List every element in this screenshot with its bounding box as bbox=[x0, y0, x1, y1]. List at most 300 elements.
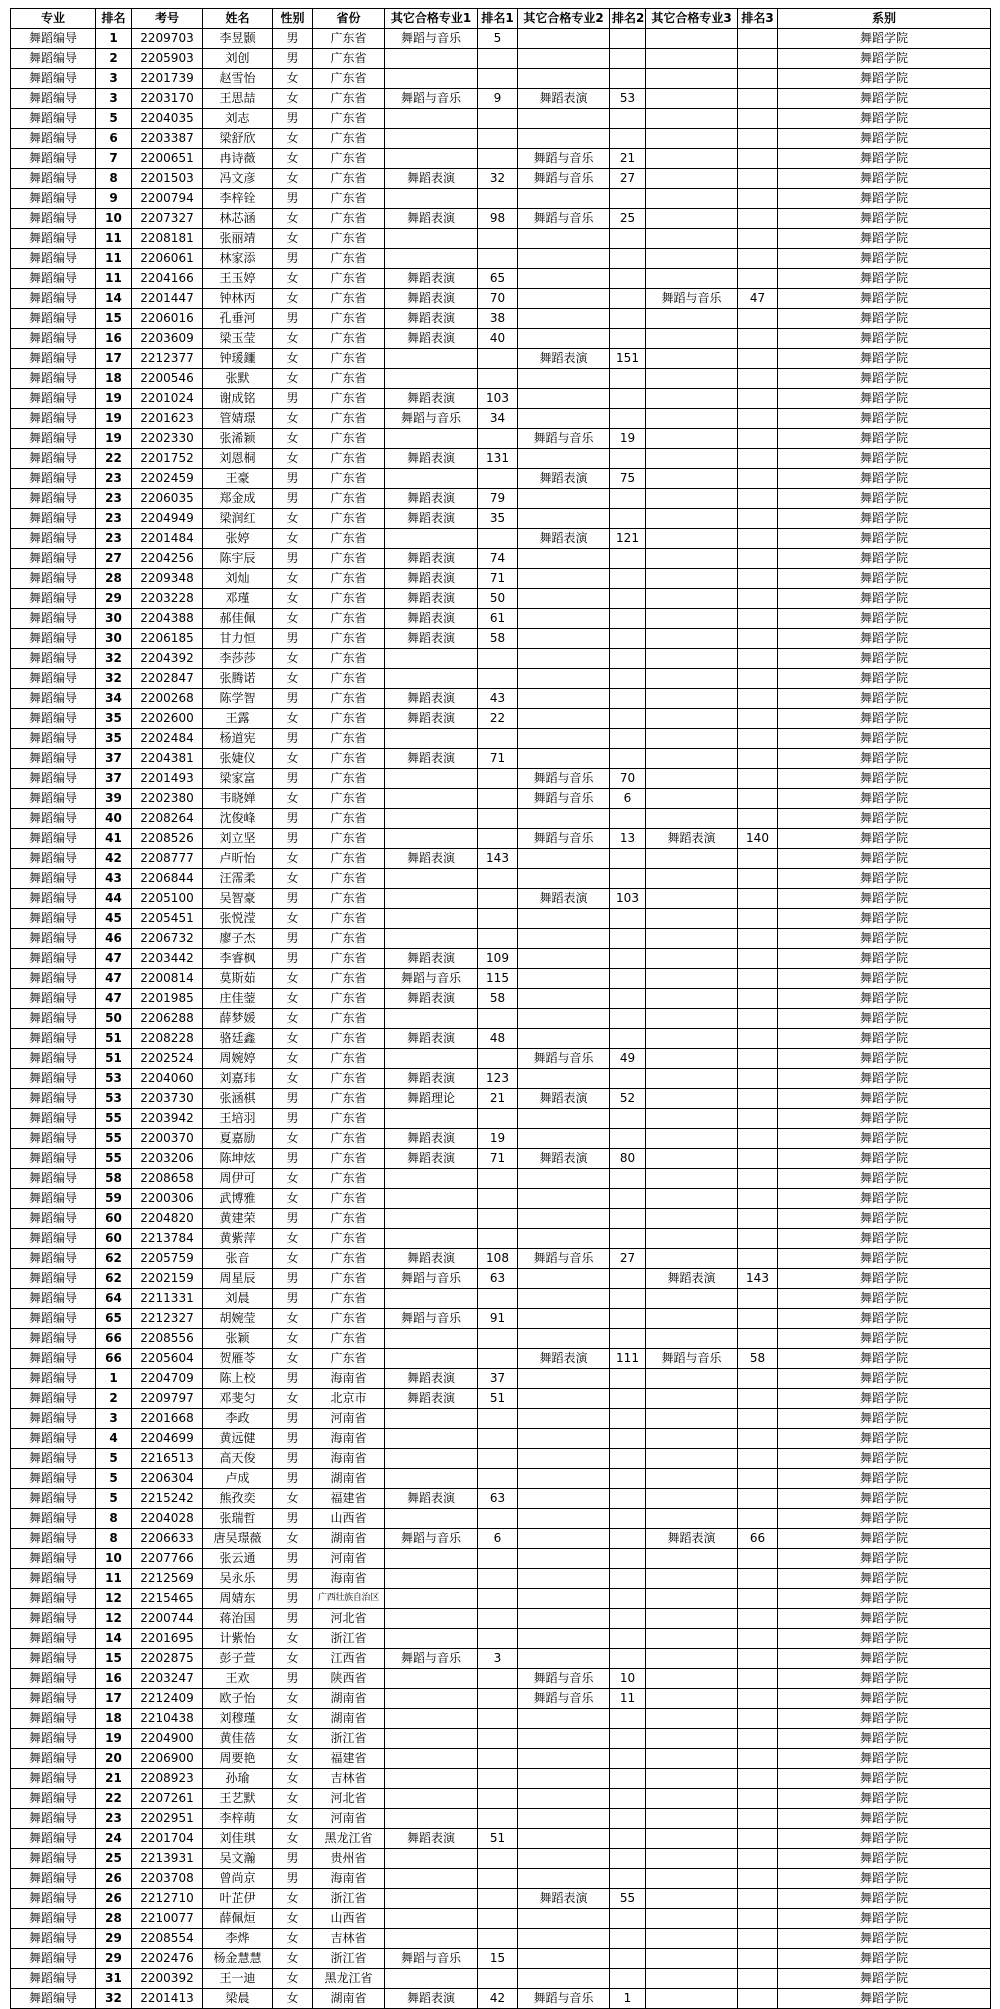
cell-major: 舞蹈编导 bbox=[11, 1829, 96, 1849]
cell-other-major-3 bbox=[646, 1169, 738, 1189]
cell-rank-2 bbox=[610, 509, 646, 529]
table-row bbox=[11, 1409, 991, 1429]
cell-rank-3 bbox=[738, 1929, 778, 1949]
cell-name: 孙瑜 bbox=[203, 1769, 273, 1789]
cell-province: 浙江省 bbox=[313, 1629, 385, 1649]
cell-other-major-3 bbox=[646, 249, 738, 269]
cell-exam-id: 2203708 bbox=[132, 1869, 203, 1889]
cell-exam-id: 2204035 bbox=[132, 109, 203, 129]
cell-rank-3 bbox=[738, 1889, 778, 1909]
cell-name: 黄佳蓓 bbox=[203, 1729, 273, 1749]
cell-major: 舞蹈编导 bbox=[11, 1389, 96, 1409]
cell-name: 冯文彦 bbox=[203, 169, 273, 189]
cell-department: 舞蹈学院 bbox=[778, 1969, 991, 1989]
cell-name: 张音 bbox=[203, 1249, 273, 1269]
cell-province: 广东省 bbox=[313, 1129, 385, 1149]
cell-major: 舞蹈编导 bbox=[11, 109, 96, 129]
cell-rank-2 bbox=[610, 289, 646, 309]
table-row bbox=[11, 1869, 991, 1889]
cell-gender: 女 bbox=[273, 1189, 313, 1209]
cell-rank-3 bbox=[738, 189, 778, 209]
cell-rank-1 bbox=[478, 1849, 518, 1869]
cell-department: 舞蹈学院 bbox=[778, 1149, 991, 1169]
cell-province: 广东省 bbox=[313, 309, 385, 329]
cell-other-major-2 bbox=[518, 1789, 610, 1809]
cell-exam-id: 2205759 bbox=[132, 1249, 203, 1269]
cell-province: 广东省 bbox=[313, 229, 385, 249]
cell-rank: 26 bbox=[96, 1869, 132, 1889]
cell-province: 广东省 bbox=[313, 849, 385, 869]
cell-name: 李昱颢 bbox=[203, 29, 273, 49]
cell-rank: 31 bbox=[96, 1969, 132, 1989]
cell-gender: 男 bbox=[273, 1289, 313, 1309]
cell-department: 舞蹈学院 bbox=[778, 89, 991, 109]
cell-gender: 女 bbox=[273, 149, 313, 169]
cell-gender: 男 bbox=[273, 1209, 313, 1229]
cell-major: 舞蹈编导 bbox=[11, 589, 96, 609]
cell-other-major-1: 舞蹈与音乐 bbox=[385, 1949, 478, 1969]
cell-province: 广东省 bbox=[313, 569, 385, 589]
table-row bbox=[11, 89, 991, 109]
cell-gender: 女 bbox=[273, 1129, 313, 1149]
cell-other-major-1 bbox=[385, 1509, 478, 1529]
cell-exam-id: 2208181 bbox=[132, 229, 203, 249]
table-row bbox=[11, 489, 991, 509]
cell-province: 广东省 bbox=[313, 209, 385, 229]
cell-other-major-1 bbox=[385, 1609, 478, 1629]
cell-exam-id: 2212569 bbox=[132, 1569, 203, 1589]
table-row bbox=[11, 1229, 991, 1249]
cell-rank-1: 50 bbox=[478, 589, 518, 609]
cell-rank-3 bbox=[738, 949, 778, 969]
cell-exam-id: 2200392 bbox=[132, 1969, 203, 1989]
table-row bbox=[11, 1569, 991, 1589]
cell-rank-3 bbox=[738, 649, 778, 669]
cell-gender: 男 bbox=[273, 689, 313, 709]
cell-rank: 5 bbox=[96, 1449, 132, 1469]
cell-department: 舞蹈学院 bbox=[778, 209, 991, 229]
cell-gender: 女 bbox=[273, 229, 313, 249]
cell-rank-3 bbox=[738, 749, 778, 769]
cell-name: 甘力恒 bbox=[203, 629, 273, 649]
cell-province: 吉林省 bbox=[313, 1769, 385, 1789]
cell-other-major-1 bbox=[385, 1589, 478, 1609]
cell-other-major-1 bbox=[385, 1729, 478, 1749]
cell-other-major-3 bbox=[646, 1769, 738, 1789]
cell-other-major-1: 舞蹈表演 bbox=[385, 1489, 478, 1509]
cell-rank: 40 bbox=[96, 809, 132, 829]
cell-rank-3 bbox=[738, 489, 778, 509]
cell-gender: 女 bbox=[273, 749, 313, 769]
cell-rank-2 bbox=[610, 949, 646, 969]
cell-province: 广东省 bbox=[313, 1309, 385, 1329]
cell-rank-1: 43 bbox=[478, 689, 518, 709]
cell-other-major-1 bbox=[385, 1969, 478, 1989]
cell-other-major-2 bbox=[518, 909, 610, 929]
cell-rank-1 bbox=[478, 229, 518, 249]
cell-exam-id: 2203442 bbox=[132, 949, 203, 969]
cell-rank-3 bbox=[738, 1629, 778, 1649]
cell-other-major-1: 舞蹈表演 bbox=[385, 509, 478, 529]
cell-other-major-1 bbox=[385, 249, 478, 269]
cell-other-major-2: 舞蹈与音乐 bbox=[518, 429, 610, 449]
cell-major: 舞蹈编导 bbox=[11, 1429, 96, 1449]
cell-department: 舞蹈学院 bbox=[778, 1769, 991, 1789]
cell-other-major-3 bbox=[646, 1829, 738, 1849]
cell-rank: 1 bbox=[96, 29, 132, 49]
cell-gender: 男 bbox=[273, 1609, 313, 1629]
col-header-rank-2: 排名2 bbox=[610, 9, 646, 29]
cell-major: 舞蹈编导 bbox=[11, 1229, 96, 1249]
cell-department: 舞蹈学院 bbox=[778, 1809, 991, 1829]
cell-name: 蒋治国 bbox=[203, 1609, 273, 1629]
cell-rank-2 bbox=[610, 709, 646, 729]
cell-gender: 女 bbox=[273, 989, 313, 1009]
cell-gender: 女 bbox=[273, 1489, 313, 1509]
cell-department: 舞蹈学院 bbox=[778, 1409, 991, 1429]
cell-other-major-1: 舞蹈表演 bbox=[385, 949, 478, 969]
cell-name: 郝佳佩 bbox=[203, 609, 273, 629]
cell-major: 舞蹈编导 bbox=[11, 289, 96, 309]
cell-major: 舞蹈编导 bbox=[11, 609, 96, 629]
cell-exam-id: 2204392 bbox=[132, 649, 203, 669]
cell-rank-3 bbox=[738, 689, 778, 709]
cell-exam-id: 2206185 bbox=[132, 629, 203, 649]
admission-table bbox=[10, 8, 991, 2009]
cell-rank-1 bbox=[478, 109, 518, 129]
cell-other-major-2 bbox=[518, 69, 610, 89]
cell-rank-2 bbox=[610, 329, 646, 349]
cell-other-major-2 bbox=[518, 589, 610, 609]
cell-province: 黑龙江省 bbox=[313, 1969, 385, 1989]
cell-rank: 12 bbox=[96, 1609, 132, 1629]
table-row bbox=[11, 249, 991, 269]
cell-other-major-1: 舞蹈与音乐 bbox=[385, 1529, 478, 1549]
cell-department: 舞蹈学院 bbox=[778, 629, 991, 649]
cell-rank-2 bbox=[610, 1229, 646, 1249]
cell-gender: 女 bbox=[273, 429, 313, 449]
cell-other-major-3 bbox=[646, 929, 738, 949]
cell-gender: 女 bbox=[273, 1069, 313, 1089]
cell-exam-id: 2212377 bbox=[132, 349, 203, 369]
table-row bbox=[11, 1489, 991, 1509]
cell-rank-1 bbox=[478, 429, 518, 449]
col-header-gender: 性别 bbox=[273, 9, 313, 29]
cell-rank-1 bbox=[478, 1569, 518, 1589]
cell-province: 广东省 bbox=[313, 509, 385, 529]
cell-exam-id: 2203942 bbox=[132, 1109, 203, 1129]
cell-province: 广东省 bbox=[313, 329, 385, 349]
cell-other-major-1 bbox=[385, 1289, 478, 1309]
cell-other-major-2: 舞蹈与音乐 bbox=[518, 789, 610, 809]
table-row bbox=[11, 189, 991, 209]
cell-name: 张婕仪 bbox=[203, 749, 273, 769]
cell-department: 舞蹈学院 bbox=[778, 689, 991, 709]
cell-other-major-2 bbox=[518, 489, 610, 509]
table-row bbox=[11, 1069, 991, 1089]
cell-rank-3: 140 bbox=[738, 829, 778, 849]
cell-rank-3 bbox=[738, 1749, 778, 1769]
cell-gender: 女 bbox=[273, 169, 313, 189]
cell-other-major-2 bbox=[518, 409, 610, 429]
cell-exam-id: 2206732 bbox=[132, 929, 203, 949]
cell-gender: 女 bbox=[273, 1889, 313, 1909]
cell-exam-id: 2208777 bbox=[132, 849, 203, 869]
cell-other-major-2: 舞蹈与音乐 bbox=[518, 829, 610, 849]
cell-rank: 24 bbox=[96, 1829, 132, 1849]
table-row bbox=[11, 1209, 991, 1229]
col-header-other-major-3: 其它合格专业3 bbox=[646, 9, 738, 29]
cell-other-major-3 bbox=[646, 369, 738, 389]
table-row bbox=[11, 629, 991, 649]
cell-department: 舞蹈学院 bbox=[778, 1029, 991, 1049]
cell-rank-2 bbox=[610, 1129, 646, 1149]
cell-name: 赵雪怡 bbox=[203, 69, 273, 89]
col-header-rank-1: 排名1 bbox=[478, 9, 518, 29]
cell-name: 汪霈柔 bbox=[203, 869, 273, 889]
cell-rank-2: 10 bbox=[610, 1669, 646, 1689]
cell-exam-id: 2209348 bbox=[132, 569, 203, 589]
cell-exam-id: 2204699 bbox=[132, 1429, 203, 1449]
cell-major: 舞蹈编导 bbox=[11, 1349, 96, 1369]
cell-gender: 男 bbox=[273, 49, 313, 69]
cell-province: 浙江省 bbox=[313, 1889, 385, 1909]
cell-other-major-2 bbox=[518, 189, 610, 209]
cell-rank-1 bbox=[478, 1409, 518, 1429]
table-row bbox=[11, 569, 991, 589]
cell-exam-id: 2200814 bbox=[132, 969, 203, 989]
cell-department: 舞蹈学院 bbox=[778, 229, 991, 249]
cell-rank-3: 47 bbox=[738, 289, 778, 309]
cell-rank-2: 111 bbox=[610, 1349, 646, 1369]
cell-other-major-2 bbox=[518, 29, 610, 49]
cell-rank-2 bbox=[610, 1289, 646, 1309]
cell-rank: 26 bbox=[96, 1889, 132, 1909]
cell-rank-3: 143 bbox=[738, 1269, 778, 1289]
cell-major: 舞蹈编导 bbox=[11, 1149, 96, 1169]
cell-exam-id: 2202484 bbox=[132, 729, 203, 749]
cell-other-major-1 bbox=[385, 229, 478, 249]
cell-other-major-1 bbox=[385, 1789, 478, 1809]
cell-other-major-1: 舞蹈表演 bbox=[385, 629, 478, 649]
cell-other-major-3 bbox=[646, 1329, 738, 1349]
cell-rank-3 bbox=[738, 1589, 778, 1609]
cell-name: 陈宇辰 bbox=[203, 549, 273, 569]
cell-department: 舞蹈学院 bbox=[778, 1989, 991, 2009]
table-row bbox=[11, 469, 991, 489]
cell-other-major-1: 舞蹈表演 bbox=[385, 1129, 478, 1149]
cell-rank-2 bbox=[610, 1869, 646, 1889]
cell-major: 舞蹈编导 bbox=[11, 229, 96, 249]
cell-rank-3 bbox=[738, 1729, 778, 1749]
cell-rank-3 bbox=[738, 1489, 778, 1509]
cell-rank-1: 63 bbox=[478, 1269, 518, 1289]
cell-rank-2 bbox=[610, 1729, 646, 1749]
cell-rank-1 bbox=[478, 469, 518, 489]
cell-other-major-3 bbox=[646, 1689, 738, 1709]
cell-rank-2 bbox=[610, 609, 646, 629]
cell-gender: 女 bbox=[273, 1309, 313, 1329]
cell-other-major-1: 舞蹈表演 bbox=[385, 589, 478, 609]
cell-other-major-3 bbox=[646, 1629, 738, 1649]
cell-rank-1 bbox=[478, 889, 518, 909]
cell-name: 梁舒欣 bbox=[203, 129, 273, 149]
cell-major: 舞蹈编导 bbox=[11, 969, 96, 989]
cell-province: 浙江省 bbox=[313, 1949, 385, 1969]
table-row bbox=[11, 389, 991, 409]
cell-gender: 女 bbox=[273, 1969, 313, 1989]
cell-rank-3 bbox=[738, 1829, 778, 1849]
cell-name: 莫斯茹 bbox=[203, 969, 273, 989]
cell-other-major-3 bbox=[646, 409, 738, 429]
cell-other-major-2 bbox=[518, 1029, 610, 1049]
cell-rank-2 bbox=[610, 1449, 646, 1469]
cell-name: 薛佩烜 bbox=[203, 1909, 273, 1929]
cell-rank-1: 37 bbox=[478, 1369, 518, 1389]
table-row bbox=[11, 1449, 991, 1469]
cell-major: 舞蹈编导 bbox=[11, 1809, 96, 1829]
cell-rank-2 bbox=[610, 1589, 646, 1609]
table-row bbox=[11, 209, 991, 229]
table-row bbox=[11, 769, 991, 789]
cell-exam-id: 2201752 bbox=[132, 449, 203, 469]
cell-other-major-1 bbox=[385, 929, 478, 949]
cell-rank-1 bbox=[478, 1609, 518, 1629]
cell-rank-2 bbox=[610, 1309, 646, 1329]
cell-major: 舞蹈编导 bbox=[11, 909, 96, 929]
cell-rank-2: 151 bbox=[610, 349, 646, 369]
cell-gender: 女 bbox=[273, 1009, 313, 1029]
cell-exam-id: 2206061 bbox=[132, 249, 203, 269]
cell-rank: 29 bbox=[96, 589, 132, 609]
cell-rank-3 bbox=[738, 1449, 778, 1469]
cell-rank-3 bbox=[738, 1369, 778, 1389]
cell-rank-1 bbox=[478, 69, 518, 89]
cell-name: 黄建荣 bbox=[203, 1209, 273, 1229]
cell-name: 王玉婷 bbox=[203, 269, 273, 289]
cell-name: 吴文瀚 bbox=[203, 1849, 273, 1869]
cell-rank-3 bbox=[738, 389, 778, 409]
cell-rank: 39 bbox=[96, 789, 132, 809]
cell-rank: 19 bbox=[96, 429, 132, 449]
cell-rank-1 bbox=[478, 1729, 518, 1749]
table-row bbox=[11, 1269, 991, 1289]
cell-other-major-1 bbox=[385, 1869, 478, 1889]
cell-gender: 男 bbox=[273, 1509, 313, 1529]
cell-exam-id: 2200744 bbox=[132, 1609, 203, 1629]
cell-major: 舞蹈编导 bbox=[11, 1109, 96, 1129]
cell-name: 王一迪 bbox=[203, 1969, 273, 1989]
cell-major: 舞蹈编导 bbox=[11, 1329, 96, 1349]
cell-major: 舞蹈编导 bbox=[11, 449, 96, 469]
table-row bbox=[11, 349, 991, 369]
cell-other-major-3 bbox=[646, 749, 738, 769]
cell-rank: 15 bbox=[96, 1649, 132, 1669]
cell-name: 彭子萱 bbox=[203, 1649, 273, 1669]
cell-rank-3 bbox=[738, 349, 778, 369]
cell-rank-1: 38 bbox=[478, 309, 518, 329]
cell-exam-id: 2209703 bbox=[132, 29, 203, 49]
cell-rank-3 bbox=[738, 1809, 778, 1829]
cell-rank-3 bbox=[738, 69, 778, 89]
cell-rank: 23 bbox=[96, 1809, 132, 1829]
cell-other-major-2 bbox=[518, 1869, 610, 1889]
cell-other-major-3 bbox=[646, 349, 738, 369]
cell-other-major-1: 舞蹈表演 bbox=[385, 989, 478, 1009]
cell-rank-2: 103 bbox=[610, 889, 646, 909]
cell-gender: 男 bbox=[273, 1409, 313, 1429]
cell-department: 舞蹈学院 bbox=[778, 1609, 991, 1629]
cell-province: 广东省 bbox=[313, 1149, 385, 1169]
cell-department: 舞蹈学院 bbox=[778, 369, 991, 389]
cell-other-major-2 bbox=[518, 1529, 610, 1549]
cell-major: 舞蹈编导 bbox=[11, 349, 96, 369]
cell-other-major-3 bbox=[646, 389, 738, 409]
cell-rank: 10 bbox=[96, 1549, 132, 1569]
cell-exam-id: 2203170 bbox=[132, 89, 203, 109]
table-row bbox=[11, 1149, 991, 1169]
cell-department: 舞蹈学院 bbox=[778, 1669, 991, 1689]
table-row bbox=[11, 1009, 991, 1029]
cell-province: 广东省 bbox=[313, 1089, 385, 1109]
cell-major: 舞蹈编导 bbox=[11, 1629, 96, 1649]
cell-major: 舞蹈编导 bbox=[11, 309, 96, 329]
cell-department: 舞蹈学院 bbox=[778, 1629, 991, 1649]
cell-rank: 23 bbox=[96, 509, 132, 529]
cell-name: 张云通 bbox=[203, 1549, 273, 1569]
cell-rank: 59 bbox=[96, 1189, 132, 1209]
cell-other-major-3 bbox=[646, 469, 738, 489]
table-row bbox=[11, 1429, 991, 1449]
table-row bbox=[11, 229, 991, 249]
table-row bbox=[11, 1749, 991, 1769]
cell-other-major-1 bbox=[385, 1469, 478, 1489]
cell-other-major-1 bbox=[385, 1689, 478, 1709]
cell-rank-3 bbox=[738, 29, 778, 49]
cell-other-major-3 bbox=[646, 1129, 738, 1149]
cell-department: 舞蹈学院 bbox=[778, 1529, 991, 1549]
cell-rank-1 bbox=[478, 1669, 518, 1689]
cell-other-major-3 bbox=[646, 149, 738, 169]
cell-rank-2 bbox=[610, 1029, 646, 1049]
cell-other-major-3 bbox=[646, 1929, 738, 1949]
table-row bbox=[11, 1289, 991, 1309]
cell-department: 舞蹈学院 bbox=[778, 409, 991, 429]
cell-other-major-1: 舞蹈表演 bbox=[385, 1389, 478, 1409]
cell-other-major-3 bbox=[646, 1589, 738, 1609]
cell-other-major-2: 舞蹈表演 bbox=[518, 1889, 610, 1909]
cell-exam-id: 2203228 bbox=[132, 589, 203, 609]
cell-province: 河南省 bbox=[313, 1809, 385, 1829]
cell-other-major-2 bbox=[518, 1849, 610, 1869]
cell-other-major-1 bbox=[385, 1669, 478, 1689]
cell-department: 舞蹈学院 bbox=[778, 969, 991, 989]
cell-other-major-2 bbox=[518, 1289, 610, 1309]
cell-rank-3 bbox=[738, 929, 778, 949]
cell-rank: 8 bbox=[96, 169, 132, 189]
cell-rank-3 bbox=[738, 849, 778, 869]
cell-gender: 男 bbox=[273, 1089, 313, 1109]
cell-department: 舞蹈学院 bbox=[778, 1789, 991, 1809]
cell-other-major-1: 舞蹈表演 bbox=[385, 169, 478, 189]
cell-rank-3 bbox=[738, 509, 778, 529]
cell-rank-1 bbox=[478, 129, 518, 149]
cell-other-major-2 bbox=[518, 369, 610, 389]
cell-major: 舞蹈编导 bbox=[11, 1469, 96, 1489]
cell-rank-1 bbox=[478, 1909, 518, 1929]
cell-name: 张颖 bbox=[203, 1329, 273, 1349]
cell-rank-2 bbox=[610, 989, 646, 1009]
